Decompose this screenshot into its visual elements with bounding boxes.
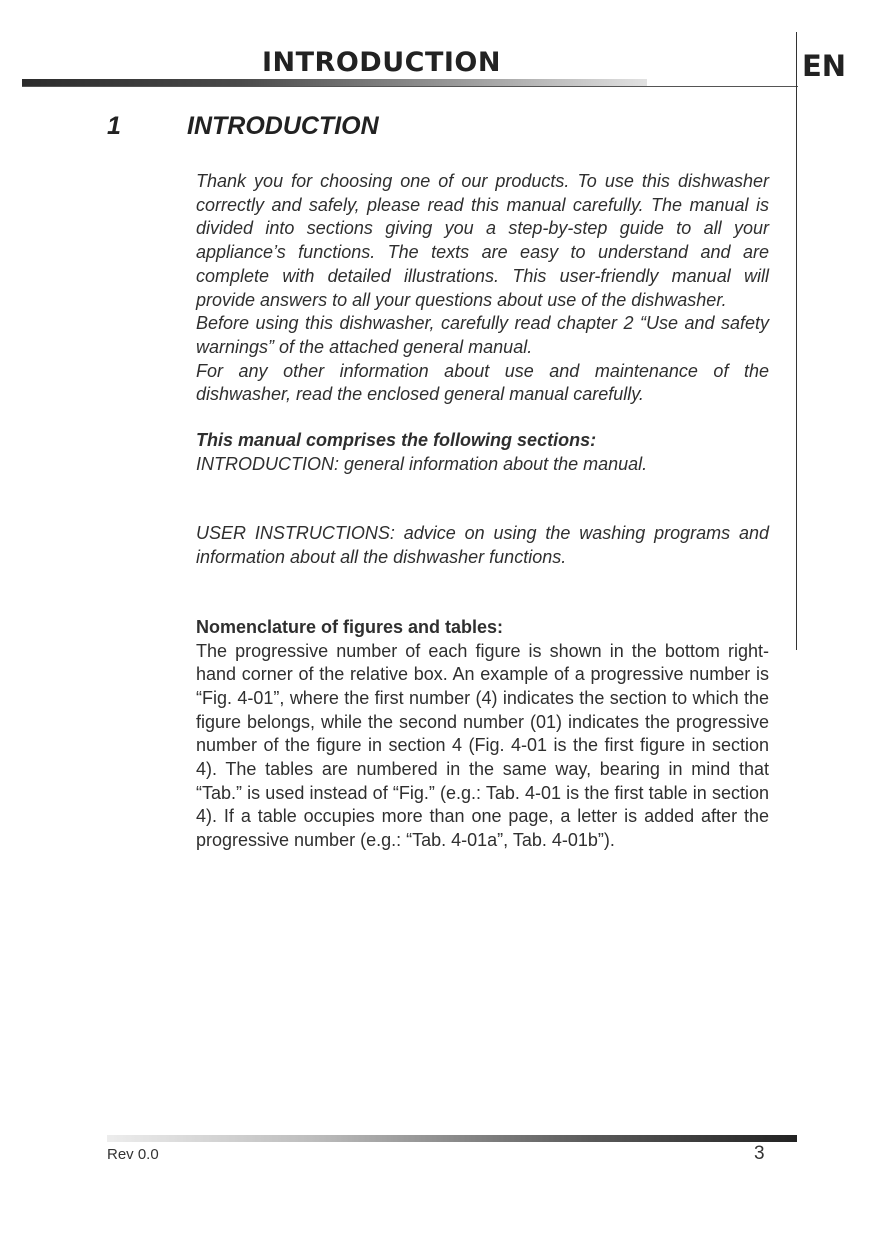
section-title: INTRODUCTION xyxy=(187,112,379,140)
sections-item: USER INSTRUCTIONS: advice on using the washing programs and information about all the dishwasher functions. xyxy=(196,523,769,568)
page-number: 3 xyxy=(754,1143,765,1164)
intro-paragraph: Before using this dishwasher, carefully read chapter 2 “Use and safety warnings” of the attached general manual. xyxy=(196,313,769,357)
language-code: EN xyxy=(802,49,847,83)
revision-label: Rev 0.0 xyxy=(107,1146,159,1163)
body-content xyxy=(196,170,769,853)
section-number: 1 xyxy=(107,112,121,140)
nomenclature-body: The progressive number of each figure is shown in the bottom right-hand corner of the relative box. An example of a progressive number is “Fig. 4-01”, where the first number (4) indicates the section to which the figure belongs, while the second number (01) indicates the progressive number of the figure in section 4 (Fig. 4-01 is the first figure in section 4). The tables are numbered in the same way, bearing in mind that “Tab.” is used instead of “Fig.” (e.g.: Tab. 4-01 is the first table in section 4). If a table occupies more than one page, a letter is added after the progressive number (e.g.: “Tab. 4-01a”, Tab. 4-01b”). xyxy=(196,640,769,851)
intro-paragraph: For any other information about use and maintenance of the dishwasher, read the enclosed general manual carefully. xyxy=(196,360,769,405)
sections-heading: This manual comprises the following sections: xyxy=(196,430,597,451)
intro-paragraph: Thank you for choosing one of our products. To use this dishwasher correctly and safely, please read this manual carefully. The manual is divided into sections giving you a step-by-step guide to all your appliance’s functions. The texts are easy to understand and are complete with detailed illustrations. This user-friendly manual will provide answers to all your questions about use of the dishwasher. xyxy=(196,171,769,310)
nomenclature-heading: Nomenclature of figures and tables: xyxy=(196,616,504,637)
header-divider xyxy=(22,86,798,87)
footer-gradient-bar xyxy=(107,1135,797,1142)
sections-item: INTRODUCTION: general information about the manual. xyxy=(196,453,648,474)
header-title: INTRODUCTION xyxy=(262,47,501,78)
margin-rule xyxy=(796,32,797,650)
